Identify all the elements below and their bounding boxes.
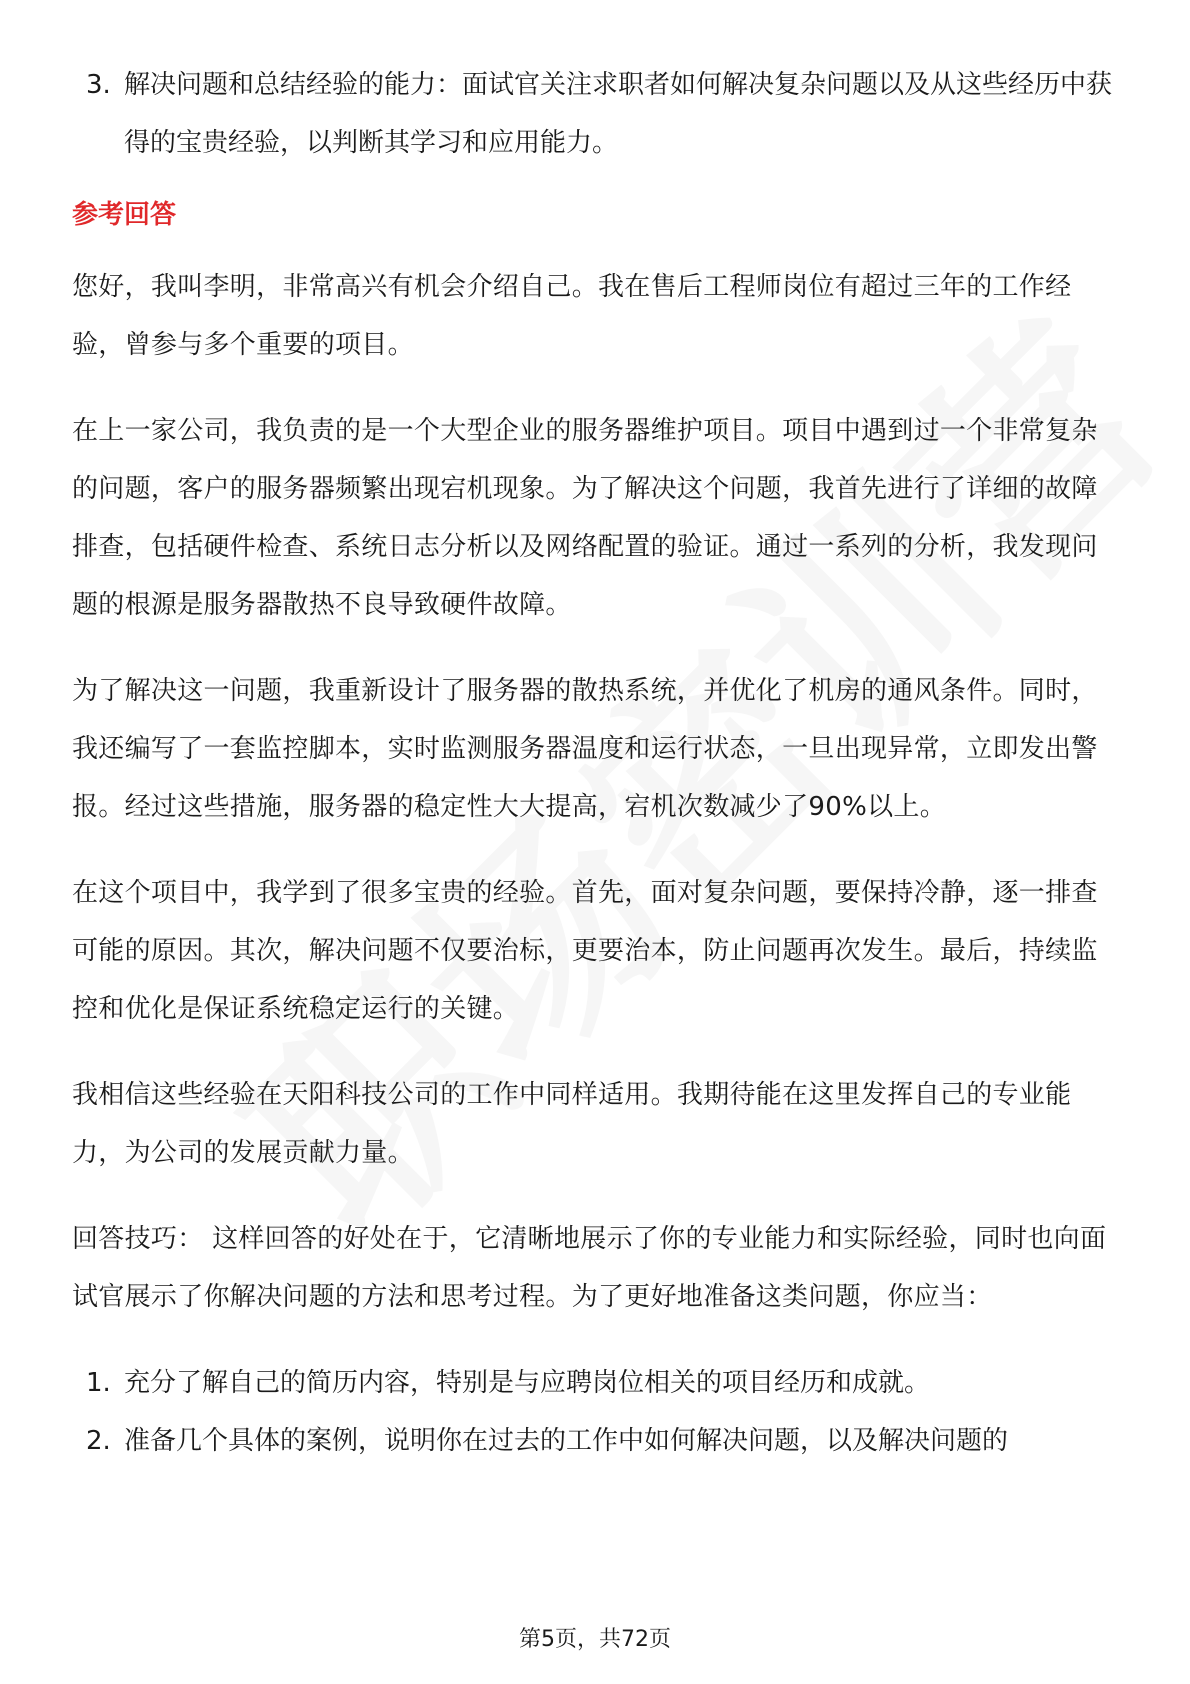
tip-item-text: 准备几个具体的案例，说明你在过去的工作中如何解决问题，以及解决问题的: [124, 1426, 1009, 1456]
page-footer: 第5页，共72页: [519, 1627, 671, 1652]
tip-item-1: [72, 1354, 1122, 1412]
section-heading: 参考回答: [72, 200, 177, 230]
paragraph-lessons: 在这个项目中，我学到了很多宝贵的经验。首先，面对复杂问题，要保持冷静，逐一排查可能的原因。其次，解决问题不仅要治标，更要治本，防止问题再次发生。最后，持续监控和优化是保证系统稳定运行的关键。: [72, 878, 1098, 1024]
list-item-3: [72, 56, 1122, 172]
tip-item-2: [72, 1412, 1122, 1470]
paragraph-intro: 您好，我叫李明，非常高兴有机会介绍自己。我在售后工程师岗位有超过三年的工作经验，曾参与多个重要的项目。: [72, 272, 1072, 360]
paragraph-tips-intro: 回答技巧： 这样回答的好处在于，它清晰地展示了你的专业能力和实际经验，同时也向面试官展示了你解决问题的方法和思考过程。为了更好地准备这类问题，你应当：: [72, 1224, 1107, 1312]
tip-item-text: 充分了解自己的简历内容，特别是与应聘岗位相关的项目经历和成就。: [124, 1368, 931, 1398]
paragraph-project: 在上一家公司，我负责的是一个大型企业的服务器维护项目。项目中遇到过一个非常复杂的问题，客户的服务器频繁出现宕机现象。为了解决这个问题，我首先进行了详细的故障排查，包括硬件检查、系统日志分析以及网络配置的验证。通过一系列的分析，我发现问题的根源是服务器散热不良导致硬件故障。: [72, 416, 1098, 620]
list-item-text: 解决问题和总结经验的能力：面试官关注求职者如何解决复杂问题以及从这些经历中获得的宝贵经验，以判断其学习和应用能力。: [124, 70, 1113, 158]
page-content: [72, 56, 1122, 1470]
paragraph-closing: 我相信这些经验在天阳科技公司的工作中同样适用。我期待能在这里发挥自己的专业能力，为公司的发展贡献力量。: [72, 1080, 1072, 1168]
list-item-number: 3.: [86, 70, 111, 100]
tip-item-number: 2.: [86, 1426, 111, 1456]
tip-item-number: 1.: [86, 1368, 111, 1398]
paragraph-solution: 为了解决这一问题，我重新设计了服务器的散热系统，并优化了机房的通风条件。同时，我还编写了一套监控脚本，实时监测服务器温度和运行状态，一旦出现异常，立即发出警报。经过这些措施，服务器的稳定性大大提高，宕机次数减少了90%以上。: [72, 676, 1098, 822]
